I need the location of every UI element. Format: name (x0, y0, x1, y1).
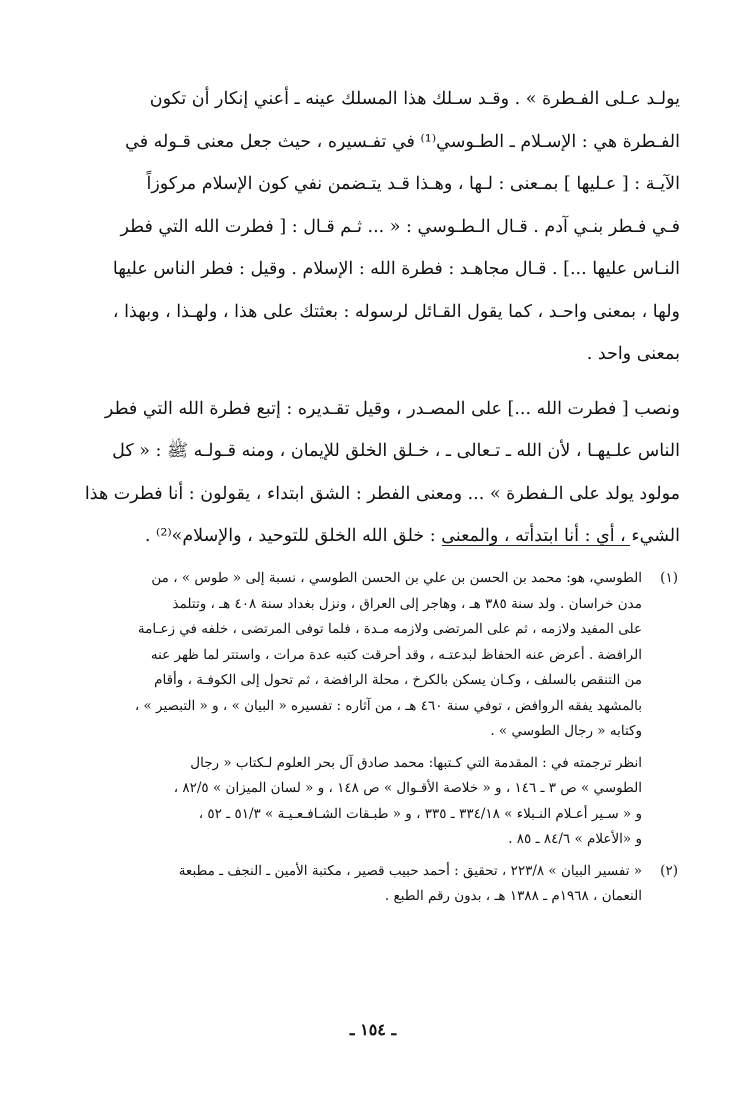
footnote-line: على المفيد ولازمه ، ثم على المرتضى ولازمه مـدة ، فلما توفى المرتضى ، خلفه في زعـامة (137, 621, 642, 637)
footnote-line: الطوسي، هو: محمد بن الحسن بن علي بن الحسن الطوسي ، نسبة إلى « طوس » ، من (151, 570, 642, 586)
footnote-number: (٢) (660, 862, 678, 879)
text-line: بمعنى واحد . (586, 344, 680, 364)
main-text (70, 78, 680, 558)
text-line: ولها ، بمعنى واحـد ، كما يقول القـائل لرسوله : بعثتك على هذا ، ولهـذا ، وبهذا ، (112, 301, 680, 322)
text-line: ونصب [ فطرت الله ...] على المصـدر ، وقيل تقـديره : إتبع فطرة الله التي فطر (104, 398, 680, 419)
footnote-line: « تفسير البيان » ٢٢٣/٨ ، تحقيق : أحمد حبيب قصير ، مكتبة الأمين ـ النجف ـ مطبعة (178, 862, 642, 879)
text-line: مولود يولد على الـفطرة » ... ومعنى الفطر : الشق ابتداء ، يقولون : أنا فطرت هذا (84, 483, 680, 504)
text-line: النـاس عليها ...] . قـال مجاهـد : فطرة الله : الإسلام . وقيل : فطر الناس عليها (112, 259, 680, 279)
footnote-line: مدن خراسان . ولد سنة ٣٨٥ هـ ، وهاجر إلى العراق ، ونزل بغداد سنة ٤٠٨ هـ ، وتتلمذ (172, 595, 642, 612)
text-line: الآيـة : [ عـليها ] بمـعنى : لـها ، وهـذا قـد يتـضمن نفي كون الإسلام مركوزاً (146, 174, 680, 194)
page-number: ـ ١٥٤ ـ (349, 1020, 397, 1039)
paragraph-1 (70, 78, 680, 376)
footnote-line: الرافضة . أعرض عنه الحفاظ لبدعتـه ، وقد أحرقت كتبه عدة مرات ، واستتر لما ظهر عنه (150, 646, 642, 663)
footnote-1-references (70, 751, 678, 853)
footnote-1 (70, 566, 678, 745)
footnote-line: وكتابه « رجال الطوسي » . (490, 723, 642, 739)
footnote-line: من التنقص بالسلف ، وكـان يسكن بالكرخ ، محلة الرافضة ، ثم تحول إلى الكوفـة ، وأقام (154, 672, 642, 688)
text-line: الفـطرة هي : الإسـلام ـ الطـوسي⁽¹⁾ في تفـسيره ، حيث جعل معنى قـوله في (125, 131, 680, 152)
footnotes (70, 566, 678, 910)
footnote-2 (70, 859, 678, 910)
text-line: الناس علـيهـا ، لأن الله ـ تـعالى ـ ، خـلق الخلق للإيمان ، ومنه قـولـه ﷺ : « كل (112, 441, 680, 461)
text-line: فـي فـطر بنـي آدم . قـال الـطـوسي : « ... ثـم قـال : [ فطرت الله التي فطر (120, 216, 680, 237)
footnote-line: و «الأعلام » ٨٤/٦ ـ ٨٥ . (508, 831, 642, 847)
footnote-line: بالمشهد يفقه الروافض ، توفي سنة ٤٦٠ هـ ، من آثاره : تفسيره « البيان » ، و « التبصير » ، (134, 697, 642, 714)
footnote-line: انظر ترجمته في : المقدمة التي كـتبها: محمد صادق آل بحر العلوم لـكتاب « رجال (190, 754, 642, 771)
footnote-line: الطوسي » ص ٣ ـ ١٤٦ ، و « خلاصة الأقـوال » ص ١٤٨ ، و « لسان الميزان » ٨٢/٥ ، (173, 780, 642, 796)
text-line: يولـد عـلى الفـطرة » . وقـد سـلك هذا المسلك عينه ـ أعني إنكار أن تكون (149, 89, 680, 109)
paragraph-2 (70, 388, 680, 558)
footnote-line: النعمان ، ١٩٦٨م ـ ١٣٨٨ هـ ، بدون رقم الطبع . (384, 888, 642, 904)
footnote-number: (١) (660, 570, 678, 586)
footnote-line: و « سـير أعـلام النـبلاء » ٣٣٤/١٨ ـ ٣٣٥ ، و « طبـقات الشـافـعـيـة » ٥١/٣ ـ ٥٢ ، (198, 805, 642, 822)
text-line: الشيء ، أي : أنا ابتدأته ، والمعنى : خلق الله الخلق للتوحيد ، والإسلام»⁽²⁾ . (144, 526, 680, 546)
footnote-separator (442, 545, 630, 546)
